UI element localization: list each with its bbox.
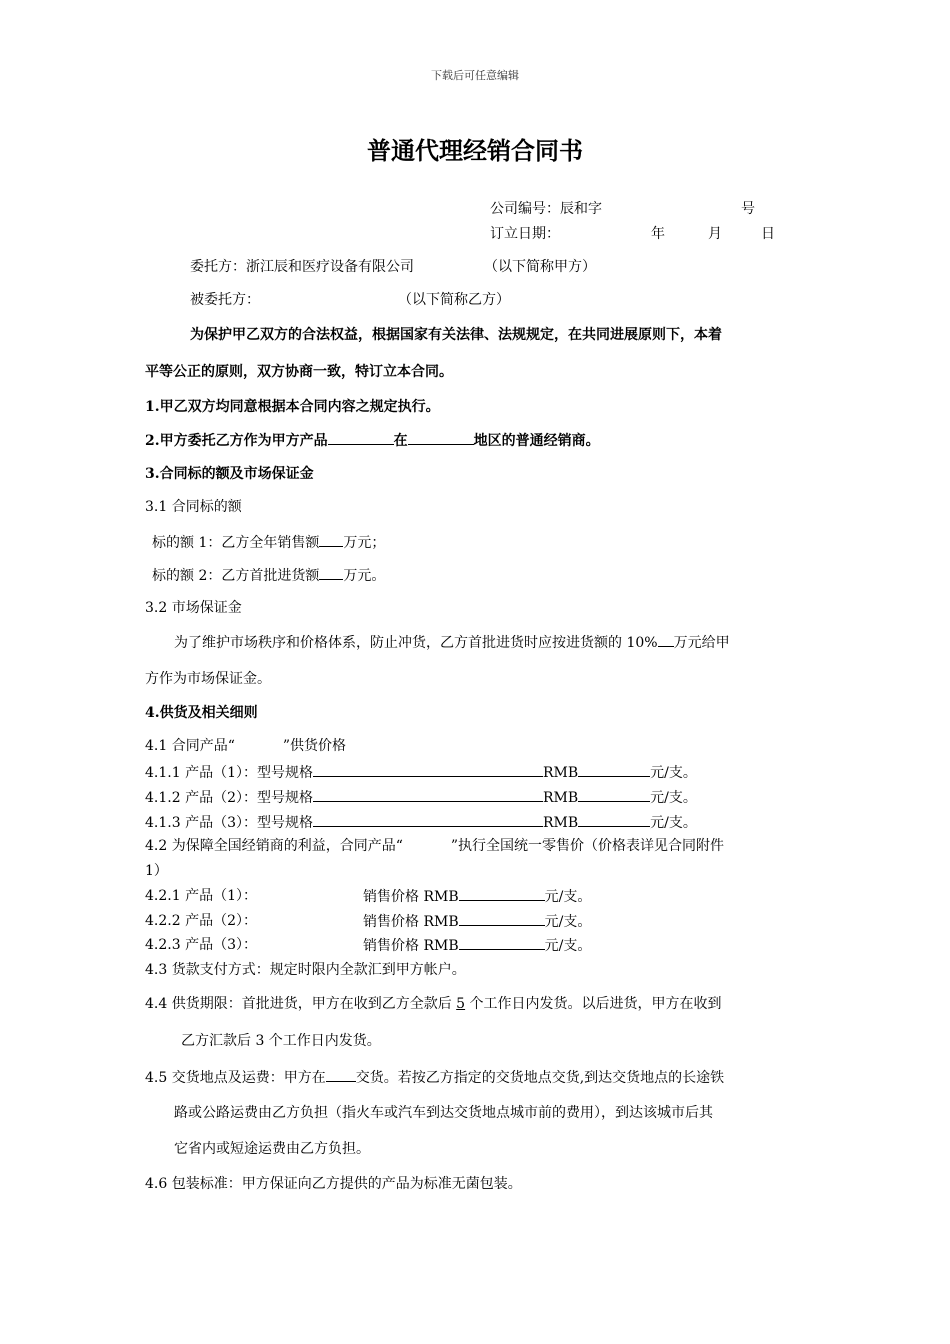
retail-row-3-price-label: 销售价格 RMB bbox=[363, 938, 459, 954]
clause-2-part-a: 2.甲方委托乙方作为甲方产品 bbox=[145, 433, 328, 449]
retail-row-2-label: 4.2.2 产品（2）： bbox=[145, 913, 257, 929]
retail-row-3 bbox=[363, 935, 591, 956]
supply-row-2-unit: 元/支。 bbox=[650, 790, 697, 806]
supply-row-1-currency: RMB bbox=[542, 765, 579, 781]
clause-4-1 bbox=[145, 736, 346, 756]
target-amount-2 bbox=[152, 565, 385, 586]
retail-row-2-unit: 元/支。 bbox=[544, 914, 592, 930]
supply-row-1 bbox=[145, 762, 697, 783]
clause-4-5-line-1 bbox=[145, 1067, 724, 1088]
supply-row-1-unit: 元/支。 bbox=[650, 765, 697, 781]
agent-alias: （以下简称乙方） bbox=[398, 292, 510, 308]
supply-row-3-price-blank bbox=[578, 812, 650, 827]
clause-3: 3.合同标的额及市场保证金 bbox=[145, 466, 314, 482]
clause-4-5-part-b: 交货。若按乙方指定的交货地点交货,到达交货地点的长途铁 bbox=[355, 1070, 725, 1086]
delivery-place-blank bbox=[326, 1067, 356, 1082]
clause-3-1: 3.1 合同标的额 bbox=[145, 499, 242, 515]
clause-4-4-line-1 bbox=[145, 994, 722, 1014]
supply-row-2 bbox=[145, 787, 697, 808]
retail-row-2-price-blank bbox=[459, 911, 545, 926]
supply-row-3-unit: 元/支。 bbox=[650, 815, 697, 831]
target-amount-1-unit: 万元； bbox=[343, 535, 386, 551]
deposit-line-1-text: 为了维护市场秩序和价格体系，防止冲货，乙方首批进货时应按进货额的 10% bbox=[174, 635, 658, 651]
preamble-line-1: 为保护甲乙双方的合法权益，根据国家有关法律、法规规定，在共同进展原则下，本着 bbox=[190, 327, 722, 343]
deposit-line-1 bbox=[174, 632, 730, 653]
clause-4-3: 4.3 货款支付方式：规定时限内全款汇到甲方帐户。 bbox=[145, 962, 466, 978]
supply-row-2-label: 4.1.2 产品（2）：型号规格 bbox=[145, 790, 313, 806]
retail-row-2-price-label: 销售价格 RMB bbox=[363, 914, 459, 930]
document-title: 普通代理经销合同书 bbox=[367, 137, 583, 165]
clause-4-1-part-a: 4.1 合同产品“ bbox=[145, 738, 235, 754]
annual-sales-blank bbox=[319, 532, 343, 547]
clause-4-1-part-b: ”供货价格 bbox=[282, 738, 347, 754]
supply-row-2-currency: RMB bbox=[542, 790, 579, 806]
retail-row-2 bbox=[363, 911, 591, 932]
retail-row-1-price-label: 销售价格 RMB bbox=[363, 889, 459, 905]
deposit-line-2: 方作为市场保证金。 bbox=[145, 671, 271, 687]
sign-date-label: 订立日期： bbox=[490, 226, 560, 242]
clause-3-2: 3.2 市场保证金 bbox=[145, 600, 242, 616]
target-amount-2-unit: 万元。 bbox=[343, 568, 386, 584]
principal-alias: （以下简称甲方） bbox=[484, 259, 596, 275]
retail-row-1-price-blank bbox=[459, 886, 545, 901]
clause-4-2-part-b: ”执行全国统一零售价（价格表详见合同附件 bbox=[450, 838, 725, 854]
clause-4-2-continuation: 1） bbox=[145, 863, 168, 879]
deposit-line-1-tail: 万元给甲 bbox=[673, 635, 730, 651]
clause-2-part-c: 地区的普通经销商。 bbox=[473, 433, 600, 449]
region-blank bbox=[408, 430, 474, 445]
retail-row-3-price-blank bbox=[459, 935, 545, 950]
clause-4-6: 4.6 包装标准：甲方保证向乙方提供的产品为标准无菌包装。 bbox=[145, 1176, 522, 1192]
clause-4-4-part-b: 个工作日内发货。以后进货，甲方在收到 bbox=[469, 996, 722, 1012]
retail-row-3-label: 4.2.3 产品（3）： bbox=[145, 937, 257, 953]
clause-4-4-part-a: 4.4 供货期限：首批进货，甲方在收到乙方全款后 bbox=[145, 996, 452, 1012]
clause-2 bbox=[145, 430, 600, 451]
retail-row-1 bbox=[363, 886, 591, 907]
clause-1: 1.甲乙双方均同意根据本合同内容之规定执行。 bbox=[145, 399, 440, 415]
retail-row-1-label: 4.2.1 产品（1）： bbox=[145, 888, 257, 904]
supply-row-1-label: 4.1.1 产品（1）：型号规格 bbox=[145, 765, 313, 781]
delivery-days: 5 bbox=[456, 996, 466, 1012]
supply-row-1-price-blank bbox=[578, 762, 650, 777]
retail-row-1-unit: 元/支。 bbox=[544, 889, 592, 905]
target-amount-1 bbox=[152, 532, 385, 553]
product-blank bbox=[328, 430, 394, 445]
clause-4: 4.供货及相关细则 bbox=[145, 705, 258, 721]
clause-4-2-part-a: 4.2 为保障全国经销商的利益，合同产品“ bbox=[145, 838, 403, 854]
principal-party: 委托方：浙江辰和医疗设备有限公司 bbox=[190, 259, 414, 275]
clause-4-5-part-a: 4.5 交货地点及运费：甲方在 bbox=[145, 1070, 326, 1086]
clause-2-part-b: 在 bbox=[393, 433, 408, 449]
supply-row-2-spec-blank bbox=[313, 787, 543, 802]
sign-date-day: 日 bbox=[761, 226, 775, 242]
sign-date-year: 年 bbox=[651, 226, 665, 242]
first-order-blank bbox=[319, 565, 343, 580]
company-number-suffix: 号 bbox=[741, 201, 755, 217]
supply-row-3 bbox=[145, 812, 697, 833]
supply-row-3-spec-blank bbox=[313, 812, 543, 827]
supply-row-1-spec-blank bbox=[313, 762, 543, 777]
agent-party: 被委托方： bbox=[190, 292, 260, 308]
retail-row-3-unit: 元/支。 bbox=[544, 938, 592, 954]
clause-4-4-line-2: 乙方汇款后 3 个工作日内发货。 bbox=[181, 1033, 381, 1049]
company-number-label: 公司编号：辰和字 bbox=[490, 201, 602, 217]
supply-row-3-currency: RMB bbox=[542, 815, 579, 831]
clause-4-5-line-2: 路或公路运费由乙方负担（指火车或汽车到达交货地点城市前的费用），到达该城市后其 bbox=[174, 1105, 713, 1121]
supply-row-3-label: 4.1.3 产品（3）：型号规格 bbox=[145, 815, 313, 831]
supply-row-2-price-blank bbox=[578, 787, 650, 802]
header-note: 下载后可任意编辑 bbox=[431, 69, 519, 82]
target-amount-1-label: 标的额 1：乙方全年销售额 bbox=[152, 535, 320, 551]
sign-date-month: 月 bbox=[708, 226, 722, 242]
target-amount-2-label: 标的额 2：乙方首批进货额 bbox=[152, 568, 320, 584]
clause-4-5-line-3: 它省内或短途运费由乙方负担。 bbox=[174, 1141, 370, 1157]
clause-4-2 bbox=[145, 836, 724, 856]
preamble-line-2: 平等公正的原则，双方协商一致，特订立本合同。 bbox=[145, 364, 453, 380]
deposit-amount-blank bbox=[658, 632, 674, 647]
